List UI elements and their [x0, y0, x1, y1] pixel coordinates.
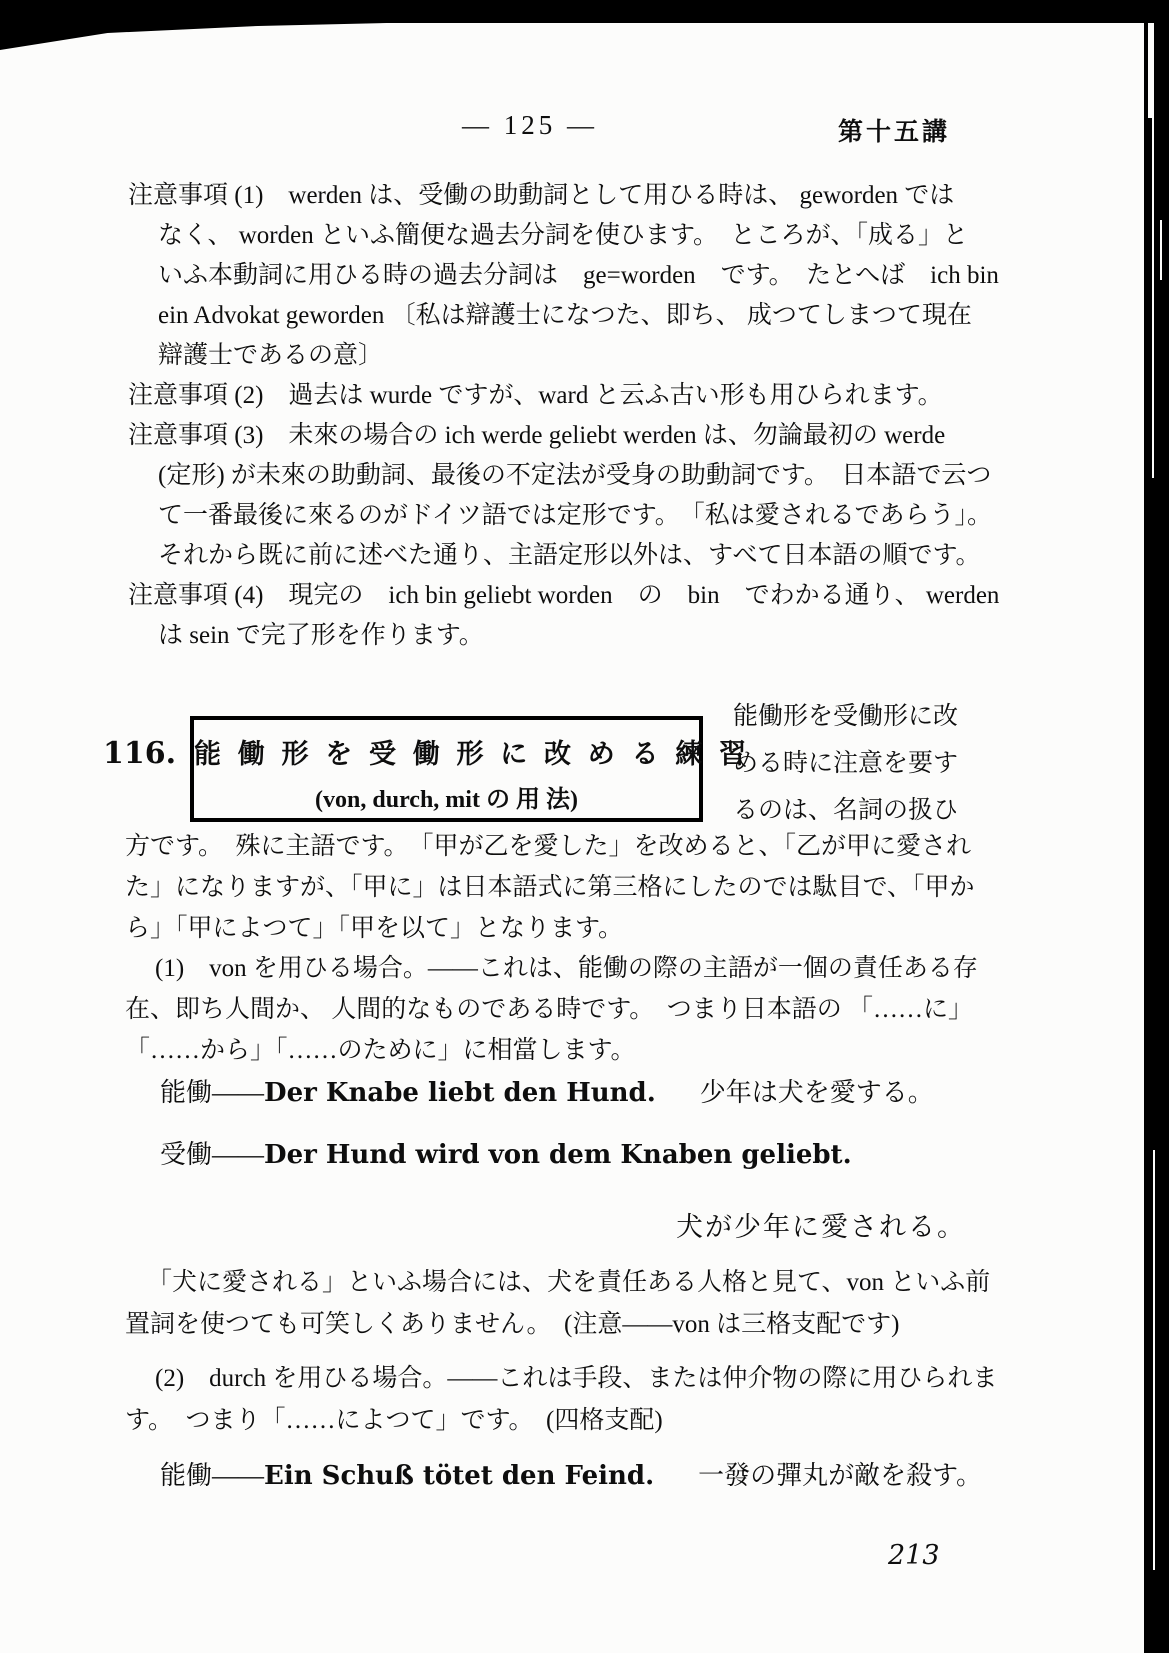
- folio-page-number: 213: [888, 1540, 940, 1571]
- side-note-line: 能働形を受働形に改: [733, 703, 959, 730]
- section-body: [125, 826, 975, 949]
- scan-corner-shadow: [0, 0, 430, 50]
- example-active-line: [160, 1455, 982, 1492]
- scan-noise: [1148, 23, 1154, 118]
- active-label: 能働——: [160, 1461, 265, 1490]
- note-line: 注意事項 (3) 未來の場合の ich werde geliebt werden は、勿論最初の werde: [128, 422, 946, 449]
- note-line: は sein で完了形を作ります。: [158, 622, 484, 649]
- section-title-line2: (von, durch, mit の 用 法): [315, 787, 578, 813]
- body-line: 「犬に愛される」といふ場合には、犬を責任ある人格と見て、von といふ前: [147, 1269, 991, 1296]
- body-line: (2) durch を用ひる場合。——これは手段、または仲介物の際に用ひられま: [155, 1365, 998, 1392]
- body-line: た」になりますが、「甲に」は日本語式に第三格にしたのでは駄目で、「甲か: [125, 874, 975, 901]
- usage-durch-paragraph: [125, 1358, 997, 1442]
- note-line: 注意事項 (2) 過去は wurde ですが、ward と云ふ古い形も用ひられます。: [128, 382, 943, 409]
- section-title-line1: 能 働 形 を 受 働 形 に 改 め る 練 習: [194, 739, 751, 769]
- note-line: ein Advokat geworden 〔私は辯護士になつた、即ち、 成つてしまつて現在: [158, 302, 972, 329]
- body-line: (1) von を用ひる場合。——これは、能働の際の主語が一個の責任ある存: [155, 955, 978, 982]
- note-line: それから既に前に述べた通り、主語定形以外は、すべて日本語の順です。: [158, 542, 981, 569]
- body-line: ら」「甲によつて」「甲を以て」となります。: [125, 915, 624, 942]
- note-line: (定形) が未來の助動詞、最後の不定法が受身の助動詞です。 日本語で云つ: [158, 462, 992, 489]
- example-active-line: [160, 1072, 934, 1109]
- section-title-box: [190, 716, 751, 822]
- german-sentence: Der Hund wird von dem Knaben geliebt.: [264, 1140, 852, 1170]
- usage-von-paragraph: [125, 948, 978, 1071]
- section-number: 116.: [103, 736, 177, 771]
- body-line: 「……から」「……のために」に相當します。: [125, 1037, 636, 1064]
- notes-block: [128, 176, 999, 656]
- japanese-translation: 一發の彈丸が敵を殺す。: [698, 1461, 983, 1490]
- side-note-line: るのは、名詞の扱ひ: [733, 797, 959, 824]
- passive-label: 受働——: [160, 1140, 265, 1169]
- note-line: 注意事項 (4) 現完の ich bin geliebt worden の bin でわかる通り、 werden: [128, 582, 1000, 609]
- scan-noise: [1153, 1150, 1155, 1570]
- note-line: 注意事項 (1) werden は、受働の助動詞として用ひる時は、 geworden では: [128, 182, 955, 209]
- german-sentence: Der Knabe liebt den Hund.: [264, 1078, 656, 1108]
- passive-japanese-translation: 犬が少年に愛される。: [676, 1212, 966, 1242]
- body-line: す。 つまり「……によつて」です。 (四格支配): [125, 1407, 663, 1434]
- note-line: 辯護士であるの意〕: [158, 342, 384, 369]
- german-sentence: Ein Schuß tötet den Feind.: [264, 1461, 655, 1491]
- example-passive-line: [160, 1134, 852, 1171]
- note-line: て一番最後に來るのがドイツ語では定形です。 「私は愛されるであらう」。: [158, 502, 993, 529]
- body-line: 在、即ち人間か、 人間的なものである時です。 つまり日本語の 「……に」: [125, 996, 974, 1023]
- note-line: いふ本動詞に用ひる時の過去分詞は ge=worden です。 たとへば ich bin: [158, 262, 999, 289]
- note-line: なく、 worden といふ簡便な過去分詞を使ひます。 ところが、「成る」と: [158, 222, 968, 249]
- section-side-note: [733, 693, 958, 834]
- body-line: 置詞を使つても可笑しくありません。 (注意——von は三格支配です): [125, 1311, 900, 1338]
- lecture-title: 第十五講: [838, 119, 951, 146]
- scan-noise: [1160, 220, 1162, 280]
- body-line: 方です。 殊に主語です。 「甲が乙を愛した」を改めると、「乙が甲に愛され: [125, 833, 972, 860]
- active-label: 能働——: [160, 1078, 265, 1107]
- scan-binding-edge: [1144, 20, 1169, 1653]
- page-header-number: — 125 —: [462, 110, 598, 140]
- scan-noise: [1152, 118, 1154, 478]
- japanese-translation: 少年は犬を愛する。: [699, 1078, 934, 1107]
- side-note-line: める時に注意を要す: [733, 750, 959, 777]
- von-remark-paragraph: [125, 1262, 990, 1346]
